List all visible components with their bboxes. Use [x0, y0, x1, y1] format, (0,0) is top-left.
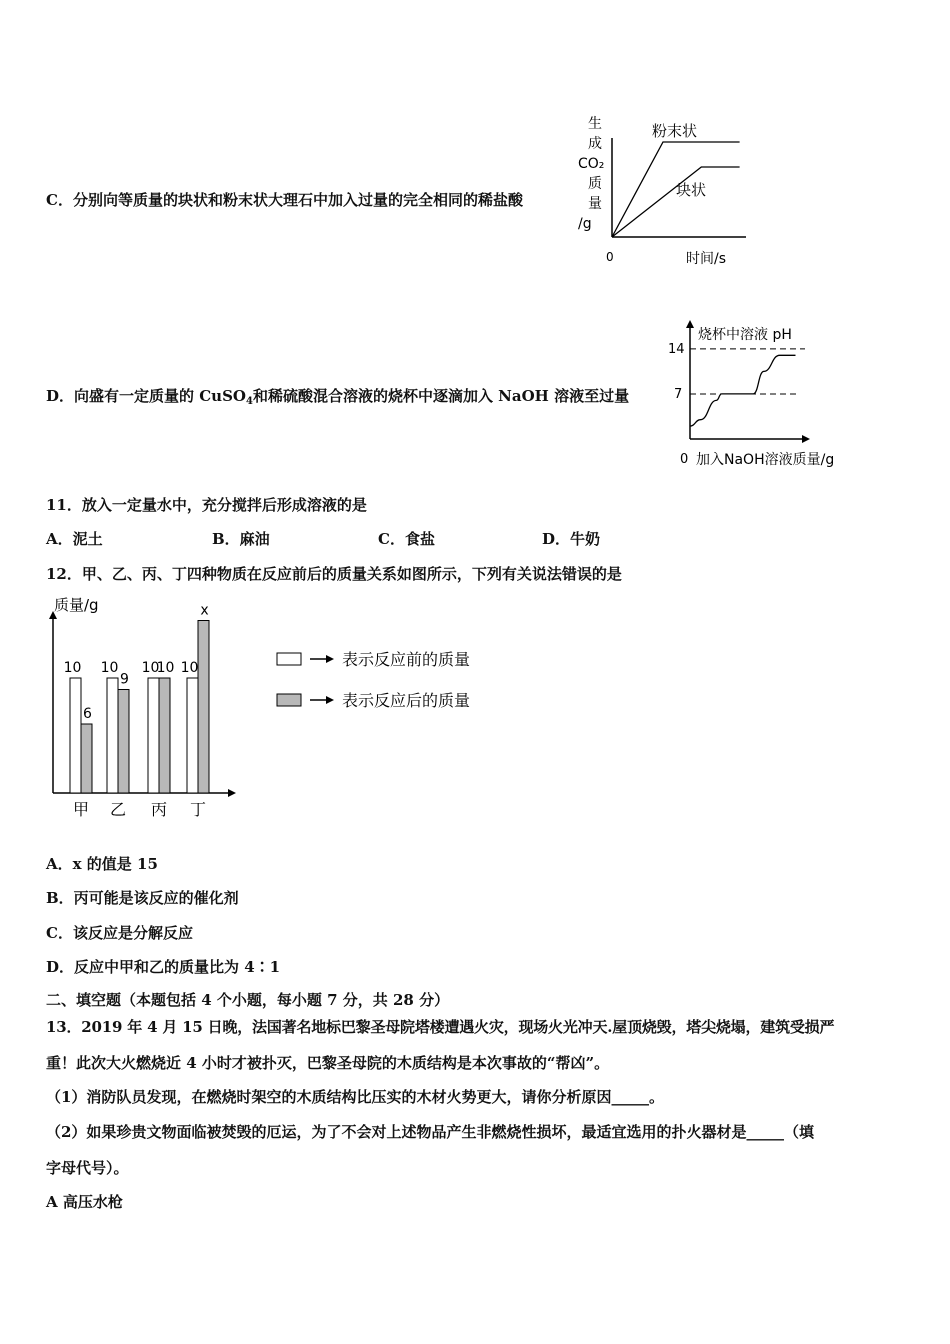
co2-y-label-char: 量: [588, 196, 602, 212]
bar-after-4: [198, 621, 209, 794]
ph-y-axis-label: 烧杯中溶液 pH: [698, 327, 792, 343]
q10c-text: C．分别向等质量的块状和粉末状大理石中加入过量的完全相同的稀盐酸: [46, 191, 523, 209]
co2-series-block-label: 块状: [676, 181, 707, 199]
co2-x-axis-label: 时间/s: [686, 251, 727, 267]
bar-category-label: 丁: [189, 800, 207, 819]
q13-part2-line2: 字母代号）。: [46, 1159, 129, 1177]
legend-before-label: 表示反应前的质量: [342, 650, 471, 669]
bar-y-axis-label: 质量/g: [54, 596, 99, 614]
q13-part2-line1: （2）如果珍贵文物面临被焚毁的厄运，为了不会对上述物品产生非燃烧性损坏，最适宜选用的扑火器材是_____（填: [46, 1123, 814, 1141]
q11-option-a: A．泥土: [46, 530, 103, 548]
legend-before-swatch: [277, 653, 301, 665]
bar-before-1: [70, 678, 81, 793]
bar-after-1: [81, 724, 92, 793]
ph-x-axis-label: 加入NaOH溶液质量/g: [696, 452, 835, 468]
bar-value-label: 9: [120, 671, 129, 688]
bar-x-arrow: [228, 789, 236, 797]
q11-option-c: C．食盐: [378, 530, 435, 548]
ph-y-arrow: [686, 320, 694, 328]
legend-after-swatch: [277, 694, 301, 706]
ph-tick-7: 7: [674, 386, 683, 402]
ph-origin-label: 0: [680, 452, 689, 467]
q10d-text: D．向盛有一定质量的 CuSO$_4$和稀硫酸混合溶液的烧杯中逐滴加入 NaOH 溶液至过量: [46, 387, 630, 407]
ph-curve: [690, 355, 796, 426]
q13-option-a: A 高压水枪: [46, 1193, 123, 1211]
bar-before-3: [148, 678, 159, 793]
section2-heading: 二、填空题（本题包括 4 个小题，每小题 7 分，共 28 分）: [46, 991, 450, 1009]
q13-line1: 13．2019 年 4 月 15 日晚，法国著名地标巴黎圣母院塔楼遭遇火灾，现场火光冲天.屋顶烧毁，塔尖烧塌，建筑受损严: [46, 1018, 835, 1036]
co2-y-label-char: 质: [588, 176, 602, 192]
q11-stem: 11．放入一定量水中，充分搅拌后形成溶液的是: [46, 496, 367, 514]
ph-chart: [660, 318, 860, 473]
bar-category-label: 丙: [150, 800, 168, 819]
q13-part1: （1）消防队员发现，在燃烧时架空的木质结构比压实的木材火势更大，请你分析原因_____。: [46, 1088, 664, 1106]
co2-y-label-char: /g: [578, 216, 592, 232]
bar-value-label: 10: [156, 660, 175, 676]
q11-option-b: B．麻油: [212, 530, 270, 548]
q12-option-a: A．x 的值是 15: [46, 855, 158, 873]
mass-bar-chart: [40, 590, 510, 825]
co2-y-label-char: 成: [588, 136, 602, 152]
bar-value-label: x: [200, 602, 209, 619]
co2-y-label-char: 生: [588, 116, 602, 132]
co2-y-axis-label: [578, 115, 604, 232]
bar-before-4: [187, 678, 198, 793]
q13-line2: 重！此次大火燃烧近 4 小时才被扑灭，巴黎圣母院的木质结构是本次事故的“帮凶”。: [46, 1054, 610, 1072]
co2-chart: [570, 108, 750, 273]
ph-tick-14: 14: [668, 341, 685, 357]
legend-after-label: 表示反应后的质量: [342, 691, 471, 710]
ph-x-arrow: [802, 435, 810, 443]
bar-before-2: [107, 678, 118, 793]
q12-option-b: B．丙可能是该反应的催化剂: [46, 889, 239, 907]
bar-value-label: 6: [83, 706, 92, 722]
bar-category-label: 甲: [72, 800, 90, 819]
bar-value-label: 10: [180, 660, 199, 676]
q12-option-c: C．该反应是分解反应: [46, 924, 193, 942]
bar-after-3: [159, 678, 170, 793]
q11-option-d: D．牛奶: [542, 530, 601, 548]
q12-stem: 12．甲、乙、丙、丁四种物质在反应前后的质量关系如图所示，下列有关说法错误的是: [46, 565, 622, 583]
q12-option-d: D．反应中甲和乙的质量比为 4∶1: [46, 958, 281, 976]
bar-value-label: 10: [63, 660, 82, 676]
bar-value-label: 10: [100, 660, 119, 676]
bar-category-label: 乙: [109, 800, 127, 819]
bar-after-2: [118, 690, 129, 794]
co2-y-label-char: CO₂: [578, 156, 605, 172]
bar-value-label: 10: [141, 660, 160, 676]
co2-origin-label: 0: [606, 250, 614, 264]
co2-series-powder-label: 粉末状: [652, 122, 698, 140]
